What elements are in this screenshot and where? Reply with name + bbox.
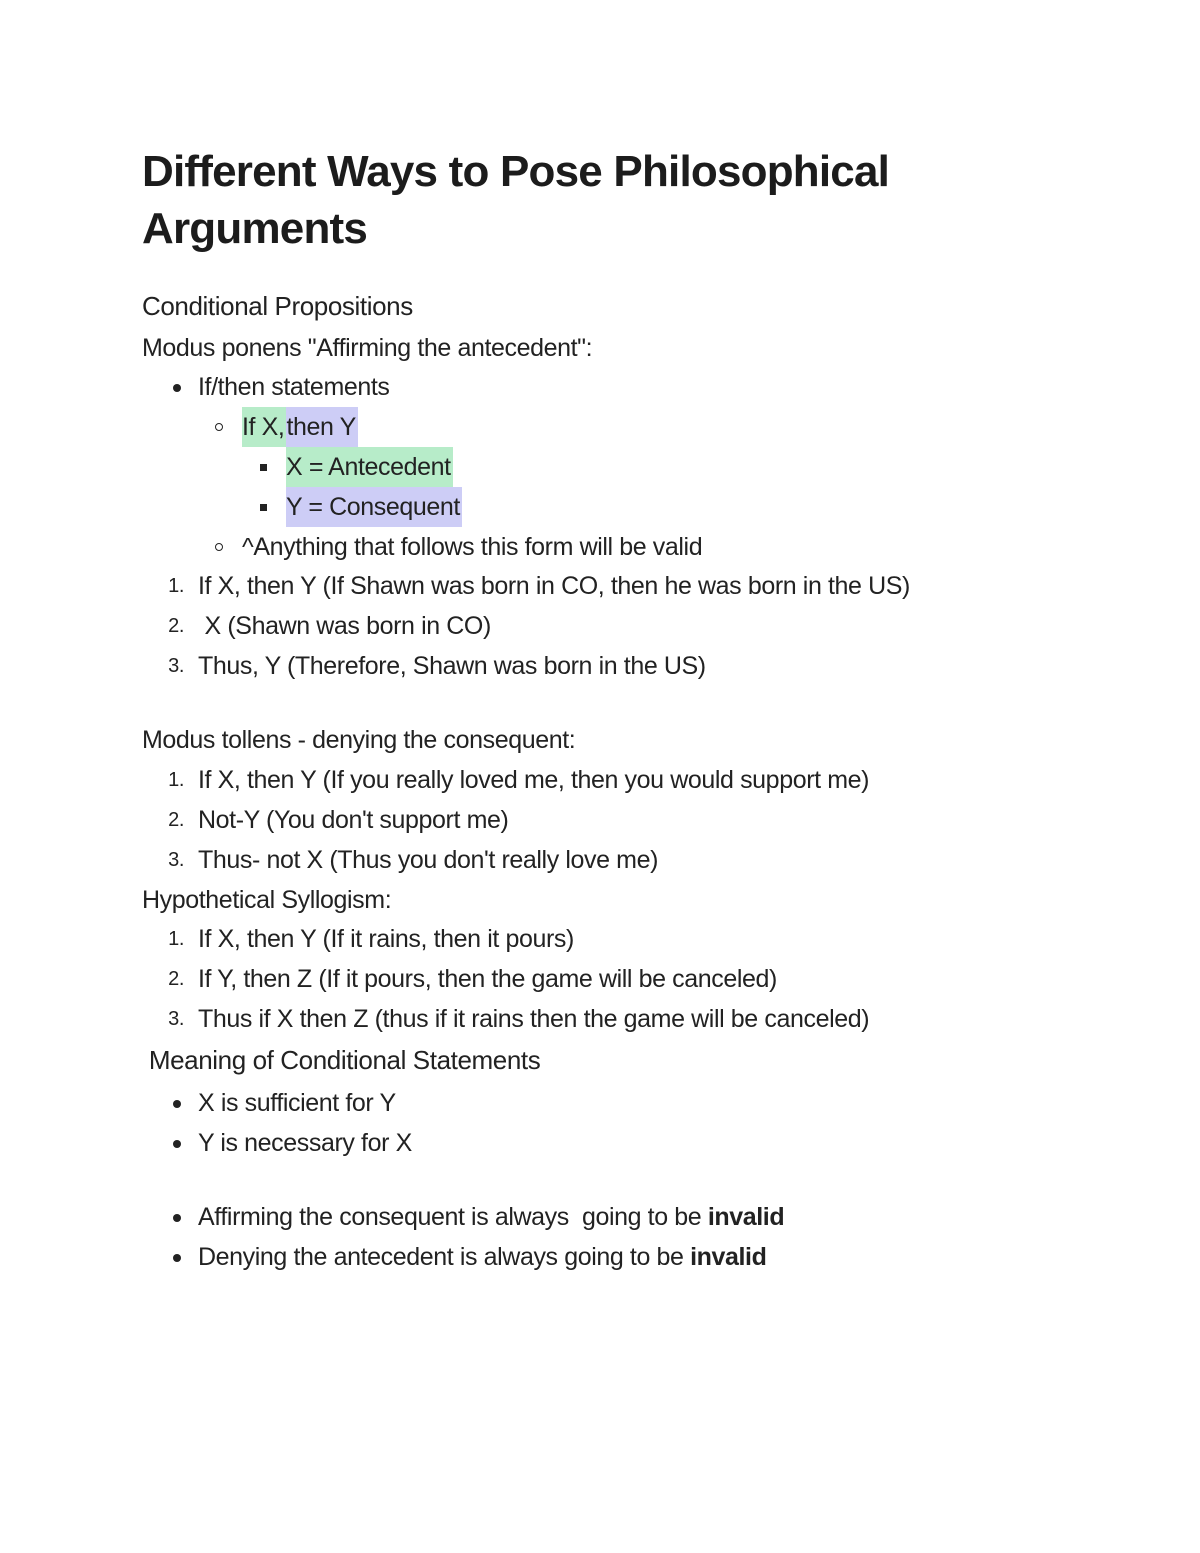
modus-tollens-heading: Modus tollens - denying the consequent: bbox=[142, 726, 576, 754]
consequent-definition: Y = Consequent bbox=[286, 487, 462, 527]
list-number: 1. bbox=[168, 769, 184, 791]
bullet-square-icon bbox=[260, 464, 267, 471]
bullet-circle-icon bbox=[215, 423, 223, 431]
list-number: 2. bbox=[168, 615, 184, 637]
antecedent-highlight: If X, bbox=[242, 407, 286, 447]
list-number: 3. bbox=[168, 655, 184, 677]
list-number: 3. bbox=[168, 849, 184, 871]
numbered-item-text: If X, then Y (If Shawn was born in CO, then he was born in the US) bbox=[198, 572, 910, 600]
bullet-circle-icon bbox=[215, 543, 223, 551]
bullet-disc-icon bbox=[173, 1254, 181, 1262]
invalid-emphasis: invalid bbox=[707, 1203, 785, 1231]
list-item-text: Y is necessary for X bbox=[198, 1129, 412, 1157]
bullet-square-icon bbox=[260, 504, 267, 511]
numbered-item-text: X (Shawn was born in CO) bbox=[198, 612, 491, 640]
modus-ponens-heading: Modus ponens "Affirming the antecedent": bbox=[142, 334, 593, 362]
list-number: 1. bbox=[168, 928, 184, 950]
numbered-item-text: Thus- not X (Thus you don't really love me) bbox=[198, 846, 658, 874]
page-title: Different Ways to Pose Philosophical Arguments bbox=[142, 147, 890, 253]
antecedent-definition: X = Antecedent bbox=[286, 447, 453, 487]
list-number: 2. bbox=[168, 968, 184, 990]
bullet-disc-icon bbox=[173, 1214, 181, 1222]
invalid-emphasis: invalid bbox=[690, 1243, 767, 1271]
numbered-item-text: If Y, then Z (If it pours, then the game will be canceled) bbox=[198, 965, 777, 993]
list-item-text: ^Anything that follows this form will be valid bbox=[242, 533, 703, 561]
bullet-disc-icon bbox=[173, 1140, 181, 1148]
hypothetical-syllogism-heading: Hypothetical Syllogism: bbox=[142, 886, 392, 914]
numbered-item-text: If X, then Y (If it rains, then it pours) bbox=[198, 925, 574, 953]
list-number: 1. bbox=[168, 575, 184, 597]
numbered-item-text: Thus if X then Z (thus if it rains then the game will be canceled) bbox=[198, 1005, 870, 1033]
consequent-highlight: then Y bbox=[286, 407, 357, 447]
numbered-item-text: Not-Y (You don't support me) bbox=[198, 806, 509, 834]
section-heading-conditional: Conditional Propositions bbox=[142, 291, 413, 321]
bullet-disc-icon bbox=[173, 384, 181, 392]
list-item-text: X is sufficient for Y bbox=[198, 1089, 396, 1117]
if-then-highlight bbox=[242, 407, 358, 447]
numbered-item-text: Thus, Y (Therefore, Shawn was born in the US) bbox=[198, 652, 706, 680]
list-item-text: Denying the antecedent is always going to be invalid bbox=[198, 1243, 767, 1271]
bullet-disc-icon bbox=[173, 1100, 181, 1108]
numbered-item-text: If X, then Y (If you really loved me, then you would support me) bbox=[198, 766, 870, 794]
list-item-text: Affirming the consequent is always going to be invalid bbox=[198, 1203, 785, 1231]
section-heading-meaning: Meaning of Conditional Statements bbox=[142, 1045, 541, 1075]
list-number: 3. bbox=[168, 1008, 184, 1030]
list-number: 2. bbox=[168, 809, 184, 831]
list-item-text: If/then statements bbox=[198, 373, 390, 401]
